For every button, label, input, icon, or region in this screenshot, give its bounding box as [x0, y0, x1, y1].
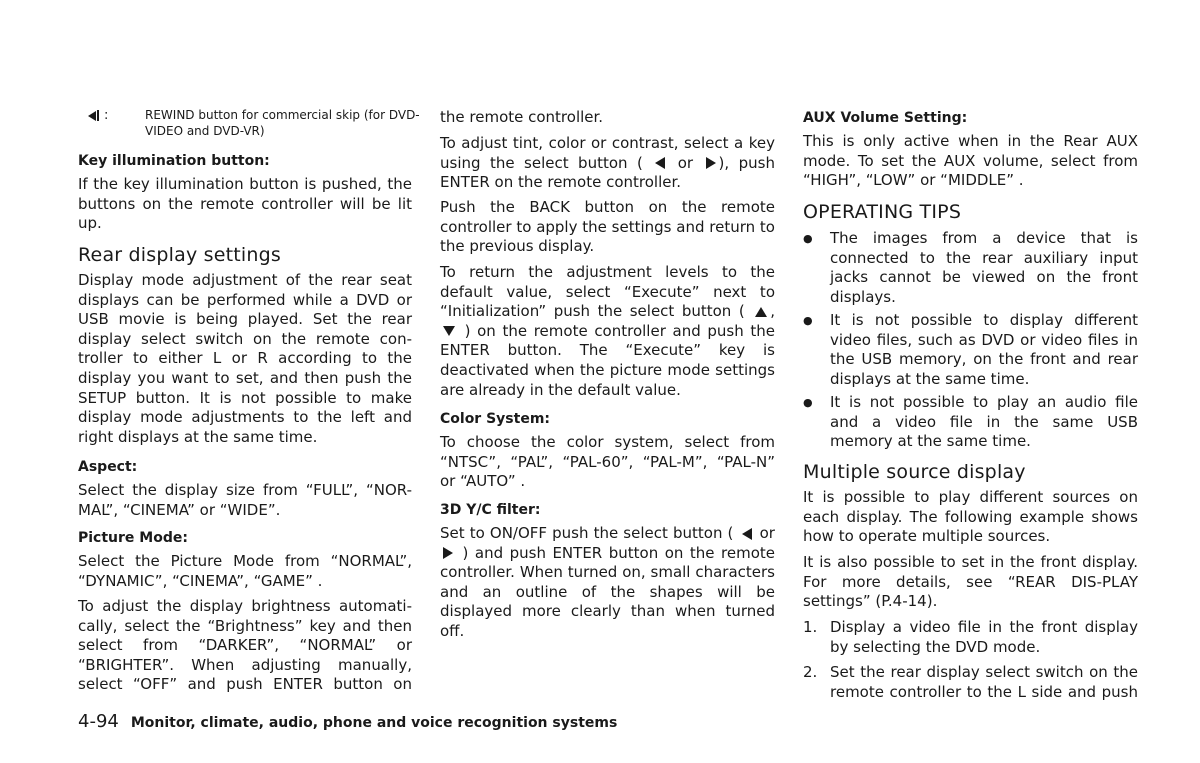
yc-text-a: Set to ON/OFF push the select button ( [440, 524, 734, 542]
up-arrow-icon [755, 307, 767, 317]
back-button-text: Push the BACK button on the remote controller to apply the settings and return to the previous display. [440, 198, 775, 256]
tip-text: The images from a device that is connected to the rear auxiliary input jacks cannot be viewed on the front displays. [830, 229, 1138, 306]
page-footer [78, 711, 617, 732]
return-text-b: ) on the remote controller and push the ENTER button. The “Execute” key is deactivated when the picture mode settings are already in the default value. [440, 321, 775, 399]
return-sep: , [770, 302, 775, 321]
tint-or: or [677, 153, 694, 172]
yc-text-b: ) and push ENTER button on the remote controller. When turned on, small characters and an outline of the shapes will be displayed more clearly than when turned off. [440, 543, 775, 640]
left-arrow-icon [655, 157, 665, 169]
rewind-skip-icon: : [88, 108, 108, 124]
tip-text: It is not possible to display different video files, such as DVD or video files in the USB memory, on the front and rear displays at the same time. [830, 311, 1138, 388]
down-arrow-icon [443, 326, 455, 336]
step-item [803, 663, 1138, 702]
operating-tips-heading: OPERATING TIPS [803, 201, 962, 223]
key-illumination-text: If the key illumination button is pushed, the buttons on the remote controller will be lit up. [78, 175, 412, 233]
aspect-heading: Aspect: [78, 459, 138, 475]
left-arrow-icon [742, 528, 752, 540]
aux-volume-text: This is only active when in the Rear AUX mode. To set the AUX volume, select from “HIGH”, “LOW” or “MIDDLE” . [803, 132, 1138, 190]
aspect-text: Select the display size from “FULL”, “NOR-MAL”, “CINEMA” or “WIDE”. [78, 481, 412, 519]
picture-mode-text: Select the Picture Mode from “NORMAL”, “DYNAMIC”, “CINEMA”, “GAME” . [78, 552, 412, 590]
yc-filter-heading: 3D Y/C filter: [440, 502, 541, 518]
multiple-source-heading: Multiple source display [803, 461, 1026, 483]
color-system-heading: Color System: [440, 411, 551, 427]
rewind-item [88, 108, 420, 142]
rear-display-text: Display mode adjustment of the rear seat displays can be performed while a DVD or USB movie is being played. Set the rear display select switch on the remote con-troller to either L or R according to the display you want to set, and then push the SETUP button. It is not possible to make display mode adjustments to the left and right displays at the same time. [78, 271, 412, 446]
tip-item [803, 393, 1138, 452]
return-text-a: To return the adjustment levels to the default value, select “Execute” next to “Initialization” push the select button ( [440, 263, 775, 321]
tint-text-a: To adjust tint, color or contrast, select a key using the select button ( [440, 134, 775, 172]
tint-text [440, 134, 775, 193]
bullet-icon: ● [803, 396, 813, 409]
return-default-text [440, 263, 775, 400]
right-arrow-icon [443, 547, 453, 559]
color-system-text: To choose the color system, select from “NTSC”, “PAL”, “PAL-60”, “PAL-M”, “PAL-N” or “AUTO” . [440, 433, 775, 491]
step-number: 1. [803, 618, 818, 636]
yc-or: or [759, 524, 775, 542]
tip-item [803, 311, 1138, 389]
aux-volume-heading: AUX Volume Setting: [803, 110, 968, 126]
right-arrow-icon [706, 157, 716, 169]
multiple-source-text: It is possible to play different sources on each display. The following example shows how to operate multiple sources. [803, 488, 1138, 546]
step-number: 2. [803, 663, 818, 681]
step-item [803, 618, 1138, 657]
continuation-text: the remote controller. [440, 108, 604, 126]
picture-mode-heading: Picture Mode: [78, 530, 188, 546]
step-text: Set the rear display select switch on the remote controller to the L side and push [830, 663, 1138, 701]
tip-text: It is not possible to play an audio file and a video file in the same USB memory at the same time. [830, 393, 1138, 451]
yc-filter-text [440, 524, 775, 642]
rear-display-heading: Rear display settings [78, 244, 282, 266]
bullet-icon: ● [803, 232, 813, 245]
brightness-text: To adjust the display brightness automati-cally, select the “Brightness” key and then select from “DARKER”, “NORMAL” or “BRIGHTER”. When adjusting manually, select “OFF” and push ENTER button on [78, 597, 412, 694]
key-illumination-heading: Key illumination button: [78, 153, 270, 169]
step-text: Display a video file in the front display by selecting the DVD mode. [830, 618, 1138, 656]
rear-display-reference-text: It is also possible to set in the front display. For more details, see “REAR DIS-PLAY settings” (P.4-14). [803, 553, 1138, 611]
rewind-description: REWIND button for commercial skip (for DVD-VIDEO and DVD-VR) [145, 108, 420, 138]
tip-item [803, 229, 1138, 307]
footer-title: Monitor, climate, audio, phone and voice recognition systems [130, 715, 618, 731]
page-number: 4-94 [78, 711, 119, 732]
tint-text-b: ), push ENTER on the remote controller. [440, 153, 775, 192]
bullet-icon: ● [803, 314, 813, 327]
